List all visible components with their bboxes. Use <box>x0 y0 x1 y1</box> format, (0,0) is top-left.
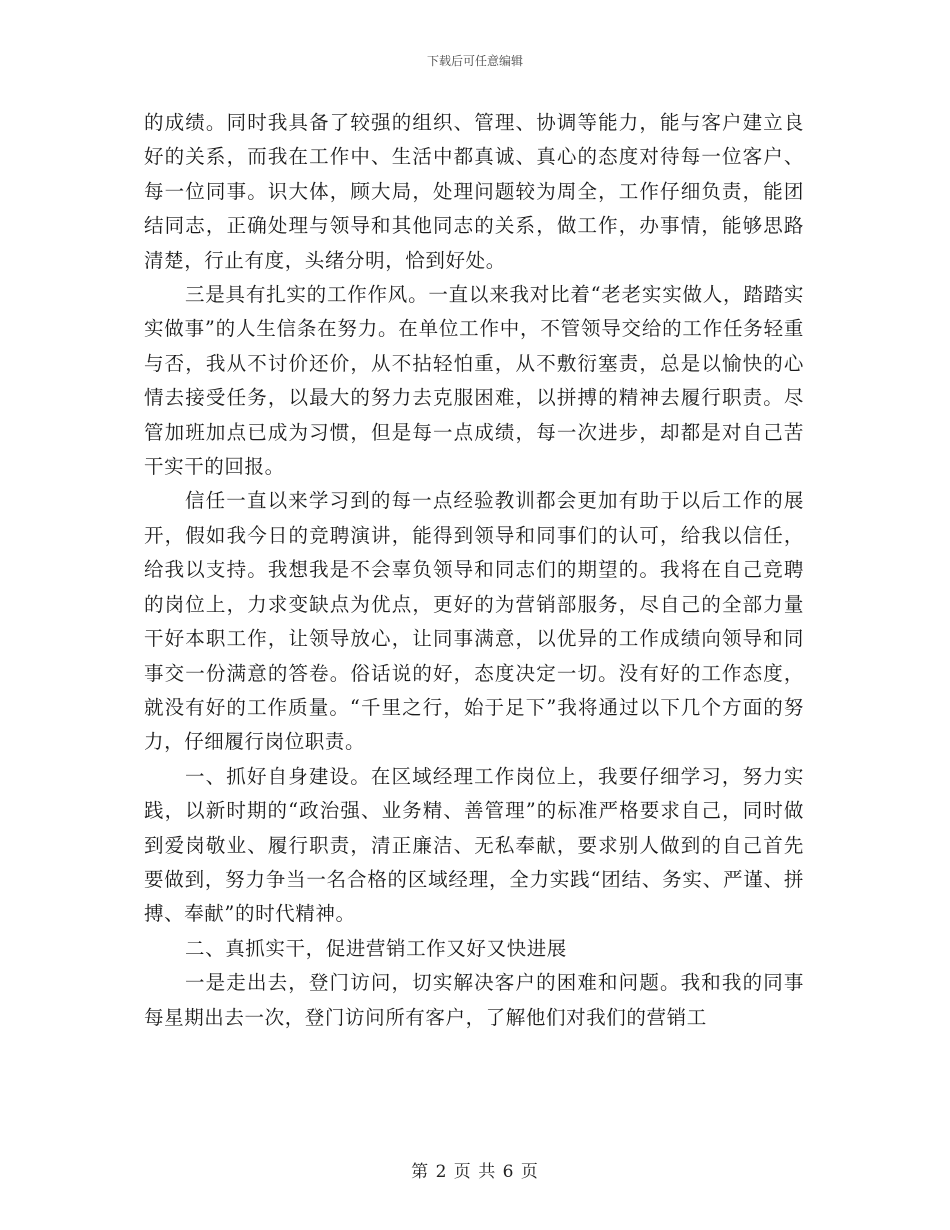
paragraph-5: 二、真抓实干，促进营销工作又好又快进展 <box>185 936 567 960</box>
paragraph-2: 三是具有扎实的工作作风。一直以来我对比着“老老实实做人，踏踏实实做事”的人生信条在努力。在单位工作中，不管领导交给的工作任务轻重与否，我从不讨价还价，从不拈轻怕重，从不敷衍塞责，总是以愉快的心情去接受任务，以最大的努力去克服困难，以拼搏的精神去履行职责。尽管加班加点已成为习惯，但是每一点成绩，每一次进步，却都是对自己苦干实干的回报。 <box>144 283 804 479</box>
page-header: 下载后可任意编辑 <box>426 54 523 68</box>
paragraph-3: 信任一直以来学习到的每一点经验教训都会更加有助于以后工作的展开，假如我今日的竞聘演讲，能得到领导和同事们的认可，给我以信任，给我以支持。我想我是不会辜负领导和同志们的期望的。我将在自己竞聘的岗位上，力求变缺点为优点，更好的为营销部服务，尽自己的全部力量干好本职工作，让领导放心，让同事满意，以优异的工作成绩向领导和同事交一份满意的答卷。俗话说的好，态度决定一切。没有好的工作态度，就没有好的工作质量。“千里之行，始于足下”我将通过以下几个方面的努力，仔细履行岗位职责。 <box>144 489 804 754</box>
paragraph-6: 一是走出去，登门访问，切实解决客户的困难和问题。我和我的同事每星期出去一次，登门访问所有客户，了解他们对我们的营销工 <box>144 971 804 1029</box>
document-body <box>144 106 804 1035</box>
page-number: 第 2 页 共 6 页 <box>411 1162 539 1182</box>
paragraph-4: 一、抓好自身建设。在区域经理工作岗位上，我要仔细学习，努力实践，以新时期的“政治强、业务精、善管理”的标准严格要求自己，同时做到爱岗敬业、履行职责，清正廉洁、无私奉献，要求别人做到的自己首先要做到，努力争当一名合格的区域经理，全力实践“团结、务实、严谨、拼搏、奉献”的时代精神。 <box>144 764 804 926</box>
paragraph-1: 的成绩。同时我具备了较强的组织、管理、协调等能力，能与客户建立良好的关系，而我在工作中、生活中都真诚、真心的态度对待每一位客户、每一位同事。识大体，顾大局，处理问题较为周全，工作仔细负责，能团结同志，正确处理与领导和其他同志的关系，做工作，办事情，能够思路清楚，行止有度，头绪分明，恰到好处。 <box>144 111 804 272</box>
